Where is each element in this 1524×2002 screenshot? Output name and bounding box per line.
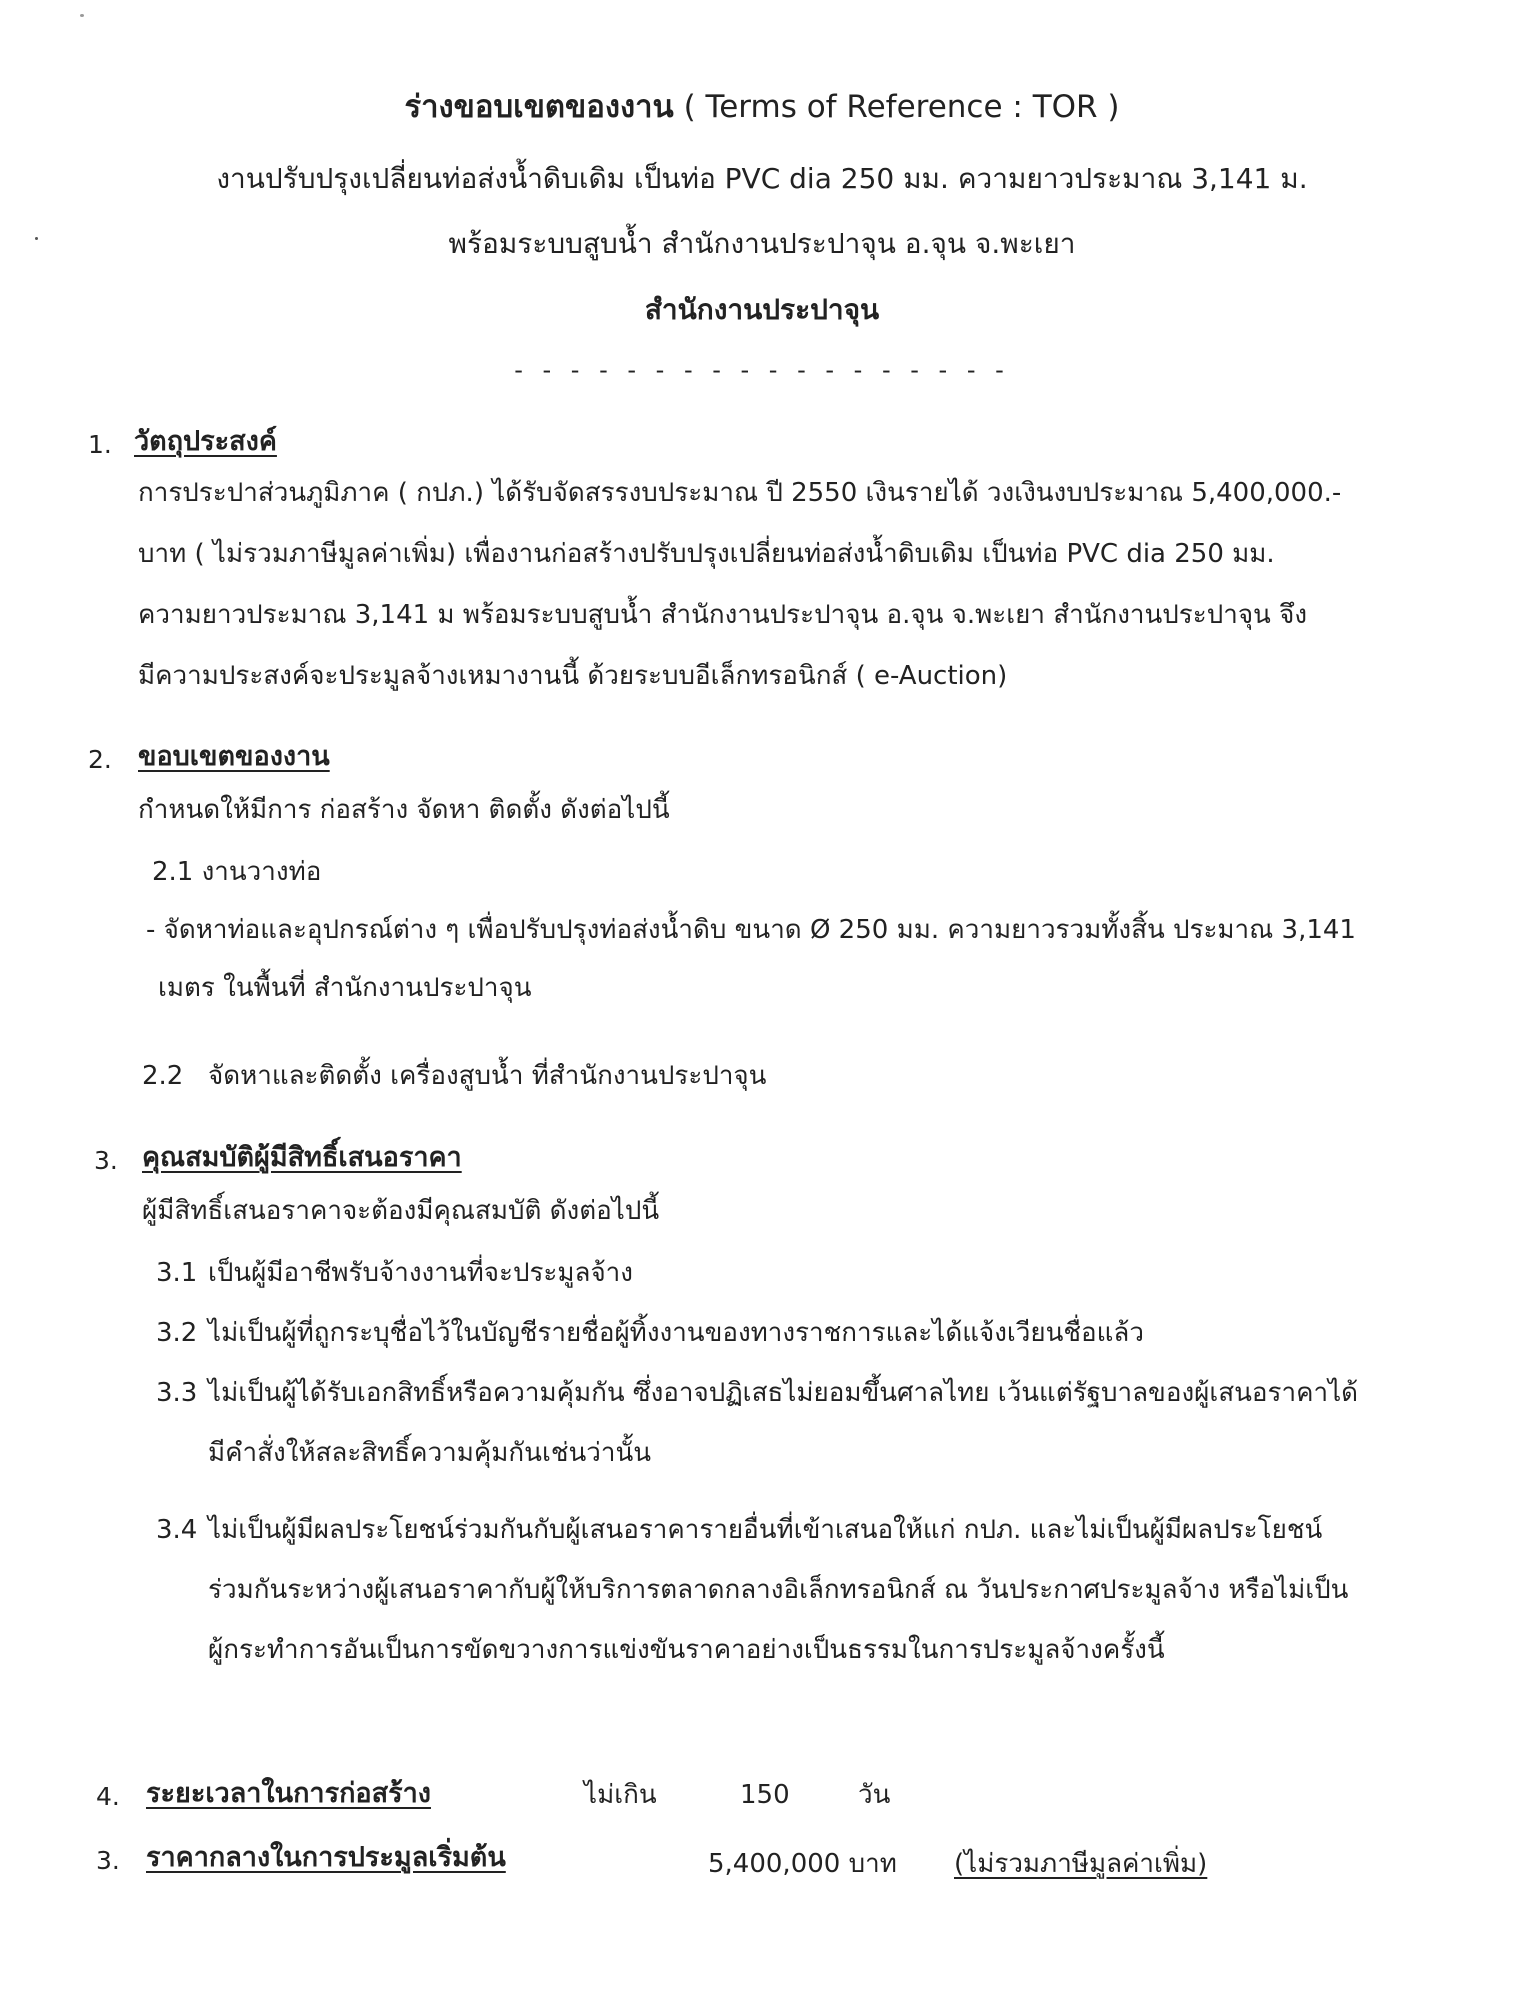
section-3-3-line-2: มีคำสั่งให้สละสิทธิ์ความคุ้มกันเช่นว่านั้น: [208, 1438, 652, 1468]
section-2-number: 2.: [88, 745, 112, 774]
section-2-heading: ขอบเขตของงาน: [138, 741, 330, 772]
section-5-heading: ราคากลางในการประมูลเริ่มต้น: [146, 1842, 506, 1873]
document-title: [0, 89, 1524, 125]
scan-speck: [80, 14, 84, 17]
section-2-1-line-1: - จัดหาท่อและอุปกรณ์ต่าง ๆ เพื่อปรับปรุงท่อส่งน้ำดิบ ขนาด Ø 250 มม. ความยาวรวมทั้งสิ้น ประมาณ 3,141: [146, 915, 1356, 945]
section-2-intro: กำหนดให้มีการ ก่อสร้าง จัดหา ติดตั้ง ดังต่อไปนี้: [138, 795, 670, 825]
office-name: สำนักงานประปาจุน: [644, 293, 880, 326]
section-1-line-3: ความยาวประมาณ 3,141 ม พร้อมระบบสูบน้ำ สำนักงานประปาจุน อ.จุน จ.พะเยา สำนักงานประปาจุน จึง: [138, 600, 1308, 630]
section-3-3-number: 3.3: [156, 1378, 198, 1408]
section-4-heading: ระยะเวลาในการก่อสร้าง: [146, 1778, 431, 1809]
section-3-4-number: 3.4: [156, 1515, 198, 1545]
section-2-2-number: 2.2: [142, 1061, 184, 1091]
section-3-2-number: 3.2: [156, 1318, 198, 1348]
divider-line: - - - - - - - - - - - - - - - - - -: [514, 356, 1010, 384]
duration-limit: ไม่เกิน: [584, 1780, 657, 1810]
project-title-line-1: งานปรับปรุงเปลี่ยนท่อส่งน้ำดิบเดิม เป็นท่อ PVC dia 250 มม. ความยาวประมาณ 3,141 ม.: [216, 162, 1308, 195]
section-3-4-line-3: ผู้กระทำการอันเป็นการขัดขวางการแข่งขันราคาอย่างเป็นธรรมในการประมูลจ้างครั้งนี้: [208, 1635, 1165, 1665]
section-4-number: 4.: [96, 1782, 120, 1811]
section-3-intro: ผู้มีสิทธิ์เสนอราคาจะต้องมีคุณสมบัติ ดังต่อไปนี้: [142, 1196, 660, 1226]
project-title-line-2: พร้อมระบบสูบน้ำ สำนักงานประปาจุน อ.จุน จ.พะเยา: [448, 227, 1076, 260]
section-3-number: 3.: [94, 1146, 118, 1175]
title-thai: ร่างขอบเขตของงาน: [404, 89, 674, 125]
section-1-line-1: การประปาส่วนภูมิภาค ( กปภ.) ได้รับจัดสรรงบประมาณ ปี 2550 เงินรายได้ วงเงินงบประมาณ 5,400,000.-: [138, 478, 1342, 508]
section-1-line-4: มีความประสงค์จะประมูลจ้างเหมางานนี้ ด้วยระบบอีเล็กทรอนิกส์ ( e-Auction): [138, 661, 1008, 691]
section-3-1-text: เป็นผู้มีอาชีพรับจ้างงานที่จะประมูลจ้าง: [208, 1258, 633, 1288]
section-3-1-number: 3.1: [156, 1258, 198, 1288]
section-3-3-line-1: ไม่เป็นผู้ได้รับเอกสิทธิ์หรือความคุ้มกัน ซึ่งอาจปฏิเสธไม่ยอมขึ้นศาลไทย เว้นแต่รัฐบาลของผู้เสนอราคาได้: [208, 1378, 1359, 1408]
section-2-2-text: จัดหาและติดตั้ง เครื่องสูบน้ำ ที่สำนักงานประปาจุน: [208, 1061, 767, 1091]
section-3-4-line-2: ร่วมกันระหว่างผู้เสนอราคากับผู้ให้บริการตลาดกลางอิเล็กทรอนิกส์ ณ วันประกาศประมูลจ้าง หรือไม่เป็น: [208, 1575, 1349, 1605]
section-2-1-title: 2.1 งานวางท่อ: [152, 857, 322, 887]
duration-unit: วัน: [858, 1780, 891, 1810]
price-amount: 5,400,000 บาท: [708, 1849, 897, 1879]
section-1-line-2: บาท ( ไม่รวมภาษีมูลค่าเพิ่ม) เพื่องานก่อสร้างปรับปรุงเปลี่ยนท่อส่งน้ำดิบเดิม เป็นท่อ PVC dia 250 มม.: [138, 539, 1275, 569]
section-3-2-text: ไม่เป็นผู้ที่ถูกระบุชื่อไว้ในบัญชีรายชื่อผู้ทิ้งงานของทางราชการและได้แจ้งเวียนชื่อแล้ว: [208, 1318, 1144, 1348]
section-5-number: 3.: [96, 1846, 120, 1875]
section-3-heading: คุณสมบัติผู้มีสิทธิ์เสนอราคา: [142, 1142, 462, 1173]
duration-days: 150: [740, 1780, 790, 1810]
section-1-number: 1.: [88, 430, 112, 459]
title-english: ( Terms of Reference : TOR ): [683, 89, 1120, 125]
section-2-1-line-2: เมตร ในพื้นที่ สำนักงานประปาจุน: [158, 973, 532, 1003]
price-note: (ไม่รวมภาษีมูลค่าเพิ่ม): [954, 1849, 1208, 1879]
section-3-4-line-1: ไม่เป็นผู้มีผลประโยชน์ร่วมกันกับผู้เสนอราคารายอื่นที่เข้าเสนอให้แก่ กปภ. และไม่เป็นผู้มีผลประโยชน์: [208, 1515, 1323, 1545]
section-1-heading: วัตถุประสงค์: [134, 426, 277, 457]
